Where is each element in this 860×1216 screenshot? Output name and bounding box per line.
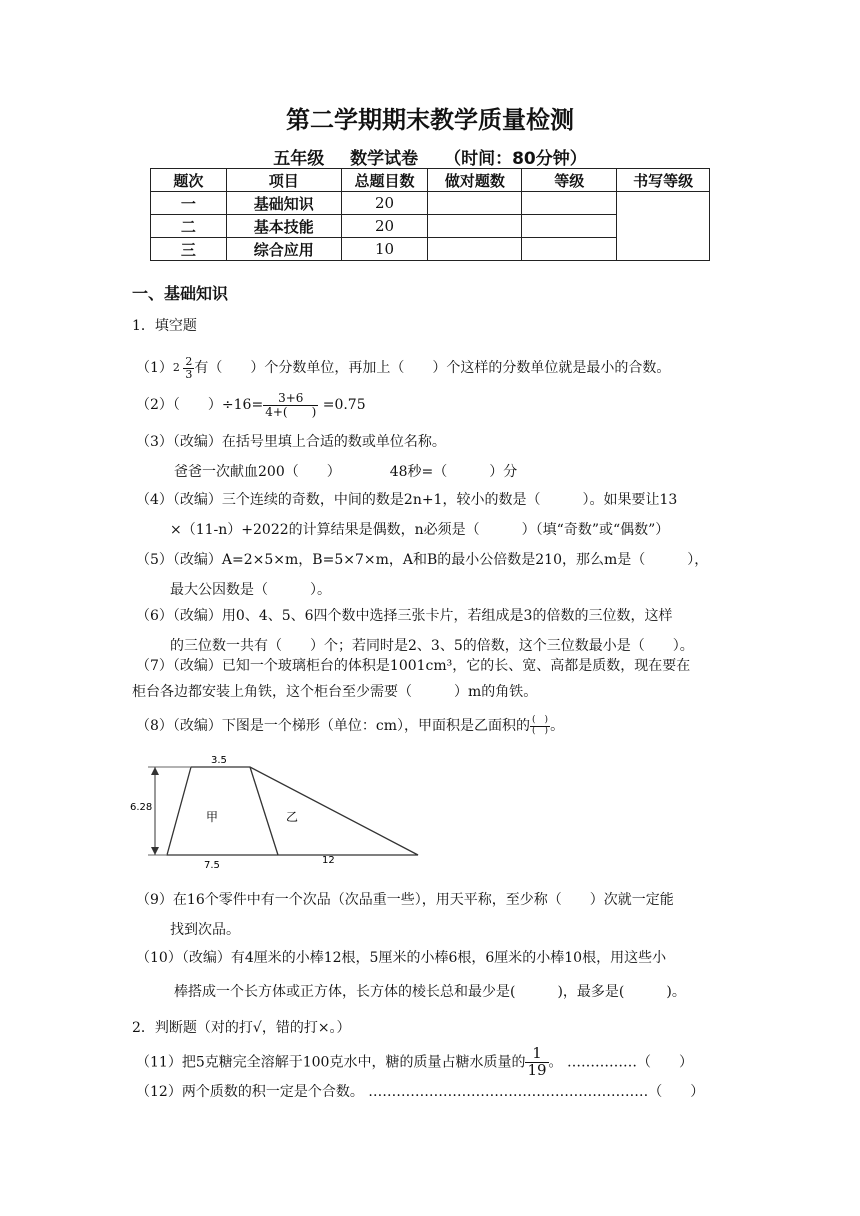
grade-cell[interactable] xyxy=(522,192,617,215)
question-9: （9）在16个零件中有一个次品（次品重一些），用天平称，至少称（ ）次就一定能 xyxy=(136,892,674,908)
numerator: 3+6 xyxy=(263,392,318,406)
region-jia-label: 甲 xyxy=(206,810,219,824)
row-item: 综合应用 xyxy=(226,238,341,261)
row-number: 三 xyxy=(151,238,227,261)
fraction xyxy=(183,356,194,380)
fraction xyxy=(530,716,550,736)
question-4: （4）（改编）三个连续的奇数，中间的数是2n+1，较小的数是（ ）。如果要让13 xyxy=(136,492,678,508)
question-text: （8）（改编）下图是一个梯形（单位：cm），甲面积是乙面积的 xyxy=(136,718,531,734)
subject-label: 数学试卷 xyxy=(350,149,419,169)
correct-count-cell[interactable] xyxy=(428,215,522,238)
fill-blank-heading: 1．填空题 xyxy=(132,318,197,334)
question-text: 。 ……………（ ） xyxy=(548,1054,693,1071)
row-total: 20 xyxy=(341,215,428,238)
arrow-down-icon xyxy=(151,847,159,855)
denominator: ( ) xyxy=(532,725,549,736)
question-12: （12）两个质数的积一定是个合数。 ……………………………………………………（ ） xyxy=(136,1084,705,1100)
header-cell: 做对题数 xyxy=(428,169,522,192)
bottom-left-label: 7.5 xyxy=(204,860,220,870)
question-7: （7）（改编）已知一个玻璃柜台的体积是1001cm³，它的长、宽、高都是质数，现在要在 xyxy=(136,658,691,674)
question-3-blanks: 爸爸一次献血200（ ） 48秒=（ ）分 xyxy=(174,464,518,480)
denominator: 4+( ) xyxy=(265,404,317,419)
question-text: =0.75 xyxy=(322,397,366,414)
question-2 xyxy=(136,392,366,418)
time-label: （时间：80分钟） xyxy=(444,149,587,169)
grade-label: 五年级 xyxy=(273,149,325,169)
header-cell: 总题目数 xyxy=(341,169,428,192)
question-3: （3）（改编）在括号里填上合适的数或单位名称。 xyxy=(136,434,446,450)
question-number: （1） xyxy=(136,360,173,377)
bottom-right-label: 12 xyxy=(322,855,335,866)
question-1 xyxy=(136,356,670,380)
question-9-cont: 找到次品。 xyxy=(170,922,240,938)
section-heading: 一、基础知识 xyxy=(132,284,229,303)
grade-cell[interactable] xyxy=(522,238,617,261)
whole-part: 2 xyxy=(172,361,180,375)
row-number: 二 xyxy=(151,215,227,238)
question-6: （6）（改编）用0、4、5、6四个数中选择三张卡片，若组成是3的倍数的三位数，这样 xyxy=(136,608,673,624)
score-table-header-row xyxy=(151,169,710,192)
question-10: （10）（改编）有4厘米的小棒12根，5厘米的小棒6根，6厘米的小棒10根，用这些小 xyxy=(136,950,667,966)
question-8 xyxy=(136,716,564,736)
denominator: 19 xyxy=(527,1060,547,1079)
header-cell: 等级 xyxy=(522,169,617,192)
question-7-cont: 柜台各边都安装上角铁，这个柜台至少需要（ ）m的角铁。 xyxy=(132,684,538,700)
correct-count-cell[interactable] xyxy=(428,192,522,215)
question-text: （ ）÷16= xyxy=(172,397,264,414)
question-5: （5）（改编）A=2×5×m，B=5×7×m，A和B的最小公倍数是210，那么m是（ ）， xyxy=(136,552,709,568)
numerator: 1 xyxy=(525,1046,548,1063)
table-row xyxy=(151,192,710,215)
question-text: （11）把5克糖完全溶解于100克水中，糖的质量占糖水质量的 xyxy=(136,1054,526,1071)
question-6-cont: 的三位数一共有（ ）个；若同时是2、3、5的倍数，这个三位数最小是（ ）。 xyxy=(170,638,694,654)
header-cell: 题次 xyxy=(151,169,227,192)
question-4-cont: ×（11-n）+2022的计算结果是偶数，n必须是（ ）（填“奇数”或“偶数”） xyxy=(170,522,670,538)
numerator: ( ) xyxy=(532,715,549,726)
correct-count-cell[interactable] xyxy=(428,238,522,261)
question-text: 。 xyxy=(550,718,565,734)
row-item: 基本技能 xyxy=(226,215,341,238)
row-number: 一 xyxy=(151,192,227,215)
numerator: 2 xyxy=(185,355,193,368)
header-cell: 书写等级 xyxy=(617,169,710,192)
trapezoid-figure xyxy=(130,750,430,870)
arrow-up-icon xyxy=(151,767,159,775)
question-text: 有（ ）个分数单位，再加上（ ）个这样的分数单位就是最小的合数。 xyxy=(194,360,671,377)
handwriting-grade-cell[interactable] xyxy=(617,192,710,261)
question-11 xyxy=(136,1046,693,1079)
exam-title: 第二学期期末教学质量检测 xyxy=(286,106,574,134)
question-10-cont: 棒搭成一个长方体或正方体，长方体的棱长总和最少是( )，最多是( )。 xyxy=(174,984,686,1000)
question-5-cont: 最大公因数是（ ）。 xyxy=(170,582,331,598)
mixed-number xyxy=(173,356,195,380)
row-item: 基础知识 xyxy=(226,192,341,215)
header-cell: 项目 xyxy=(226,169,341,192)
region-yi-label: 乙 xyxy=(286,810,299,824)
fraction xyxy=(263,392,318,418)
question-number: （2） xyxy=(136,397,173,414)
fraction xyxy=(525,1046,548,1079)
height-label: 6.28 xyxy=(130,802,153,813)
denominator: 3 xyxy=(185,367,193,381)
exam-subtitle xyxy=(0,144,860,169)
top-length-label: 3.5 xyxy=(211,755,227,766)
score-table xyxy=(150,168,710,261)
judge-heading: 2．判断题（对的打√，错的打×。） xyxy=(132,1020,351,1036)
row-total: 10 xyxy=(341,238,428,261)
row-total: 20 xyxy=(341,192,428,215)
grade-cell[interactable] xyxy=(522,215,617,238)
